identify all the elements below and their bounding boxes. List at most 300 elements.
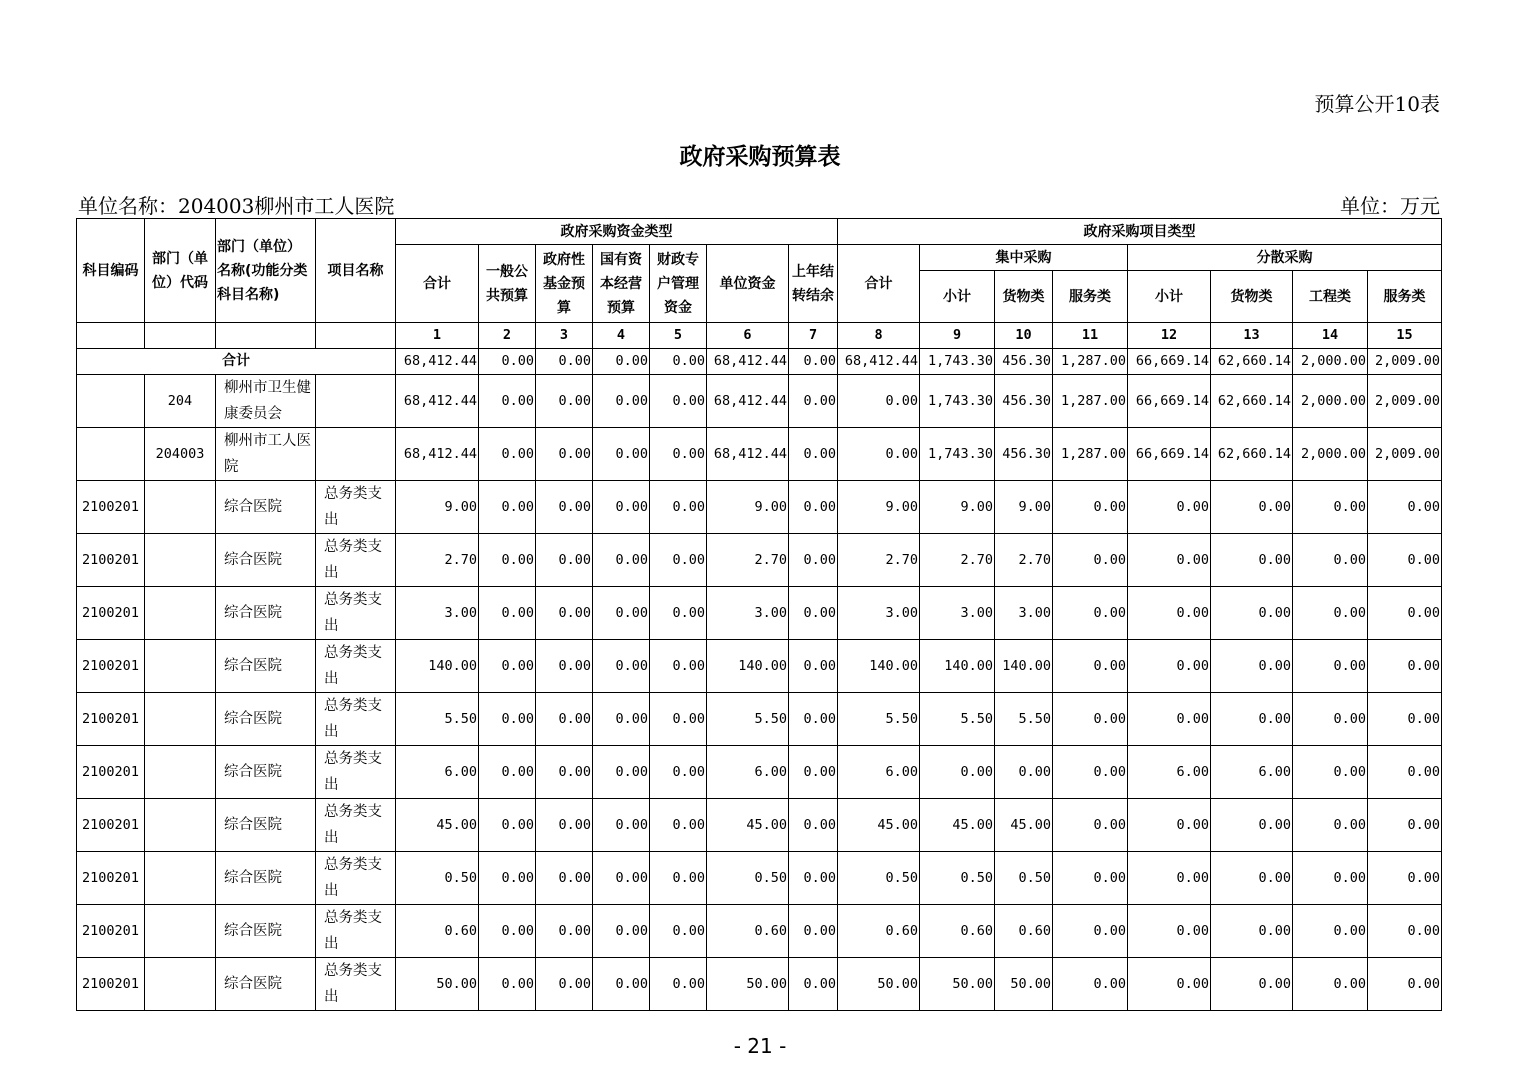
row-value: 1,287.00 — [1053, 428, 1128, 481]
table-row — [77, 587, 1442, 640]
total-row-label: 合计 — [77, 349, 396, 375]
row-value: 1,743.30 — [920, 375, 995, 428]
table-row — [77, 428, 1442, 481]
subject-code: 2100201 — [77, 534, 145, 587]
header-fund-total: 合计 — [396, 245, 479, 323]
row-value: 0.00 — [1368, 958, 1442, 1011]
row-value: 5.50 — [920, 693, 995, 746]
row-value: 9.00 — [995, 481, 1053, 534]
header-special-account: 财政专户管理资金 — [650, 245, 707, 323]
row-value: 0.00 — [536, 534, 593, 587]
row-value: 2.70 — [396, 534, 479, 587]
row-value: 0.60 — [707, 905, 789, 958]
row-value: 68,412.44 — [707, 375, 789, 428]
row-value: 5.50 — [396, 693, 479, 746]
row-value: 6.00 — [396, 746, 479, 799]
row-value: 5.50 — [707, 693, 789, 746]
total-value: 0.00 — [593, 349, 650, 375]
row-value: 0.00 — [1211, 481, 1293, 534]
row-value: 0.00 — [1128, 481, 1211, 534]
row-value: 0.00 — [536, 852, 593, 905]
project-name: 总务类支出 — [316, 799, 396, 852]
row-value: 0.00 — [479, 693, 536, 746]
dept-code: 204 — [145, 375, 216, 428]
column-number: 2 — [479, 323, 536, 349]
row-value: 0.00 — [1211, 958, 1293, 1011]
subject-code: 2100201 — [77, 640, 145, 693]
row-value: 456.30 — [995, 375, 1053, 428]
subject-code: 2100201 — [77, 587, 145, 640]
row-value: 0.00 — [1128, 905, 1211, 958]
row-value: 0.00 — [1053, 799, 1128, 852]
column-number: 6 — [707, 323, 789, 349]
header-subject-code: 科目编码 — [77, 219, 145, 323]
row-value: 0.00 — [1053, 958, 1128, 1011]
total-value: 0.00 — [789, 349, 838, 375]
dept-code — [145, 481, 216, 534]
row-value: 0.00 — [1211, 640, 1293, 693]
row-value: 9.00 — [920, 481, 995, 534]
row-value: 9.00 — [707, 481, 789, 534]
header-central-goods: 货物类 — [995, 271, 1053, 323]
total-value: 1,743.30 — [920, 349, 995, 375]
row-value: 0.00 — [789, 746, 838, 799]
header-central-services: 服务类 — [1053, 271, 1128, 323]
row-value: 1,287.00 — [1053, 375, 1128, 428]
row-value: 0.00 — [536, 693, 593, 746]
column-number: 12 — [1128, 323, 1211, 349]
header-number-blank — [216, 323, 316, 349]
dept-code — [145, 799, 216, 852]
row-value: 0.00 — [789, 799, 838, 852]
row-value: 50.00 — [920, 958, 995, 1011]
dept-code — [145, 852, 216, 905]
row-value: 0.00 — [1368, 640, 1442, 693]
total-value: 2,000.00 — [1293, 349, 1368, 375]
header-number-blank — [77, 323, 145, 349]
row-value: 0.00 — [1128, 640, 1211, 693]
row-value: 45.00 — [995, 799, 1053, 852]
header-dispersed-subtotal: 小计 — [1128, 271, 1211, 323]
row-value: 0.00 — [593, 375, 650, 428]
row-value: 0.00 — [789, 640, 838, 693]
row-value: 0.00 — [789, 428, 838, 481]
table-row — [77, 746, 1442, 799]
row-value: 2.70 — [838, 534, 920, 587]
dept-code: 204003 — [145, 428, 216, 481]
row-value: 0.00 — [1368, 799, 1442, 852]
row-value: 0.00 — [536, 746, 593, 799]
row-value: 0.00 — [789, 534, 838, 587]
dept-name: 综合医院 — [216, 958, 316, 1011]
column-number: 15 — [1368, 323, 1442, 349]
row-value: 0.00 — [1053, 746, 1128, 799]
project-name: 总务类支出 — [316, 746, 396, 799]
row-value: 3.00 — [920, 587, 995, 640]
column-number: 5 — [650, 323, 707, 349]
total-value: 1,287.00 — [1053, 349, 1128, 375]
row-value: 50.00 — [838, 958, 920, 1011]
row-value: 0.00 — [479, 799, 536, 852]
row-value: 0.00 — [650, 587, 707, 640]
dept-code — [145, 905, 216, 958]
row-value: 62,660.14 — [1211, 428, 1293, 481]
row-value: 0.00 — [650, 534, 707, 587]
row-value: 0.00 — [1053, 693, 1128, 746]
row-value: 0.00 — [1128, 534, 1211, 587]
row-value: 50.00 — [396, 958, 479, 1011]
header-carryover: 上年结转结余 — [789, 245, 838, 323]
header-unit-funds: 单位资金 — [707, 245, 789, 323]
dept-name: 综合医院 — [216, 746, 316, 799]
header-number-blank — [145, 323, 216, 349]
row-value: 0.00 — [593, 958, 650, 1011]
column-number: 13 — [1211, 323, 1293, 349]
project-name: 总务类支出 — [316, 693, 396, 746]
row-value: 0.50 — [707, 852, 789, 905]
subject-code: 2100201 — [77, 481, 145, 534]
dept-name: 柳州市卫生健康委员会 — [216, 375, 316, 428]
row-value: 0.00 — [1293, 640, 1368, 693]
row-value: 6.00 — [1128, 746, 1211, 799]
row-value: 0.00 — [1293, 534, 1368, 587]
column-number: 1 — [396, 323, 479, 349]
row-value: 0.00 — [1128, 799, 1211, 852]
row-value: 0.00 — [995, 746, 1053, 799]
subject-code: 2100201 — [77, 693, 145, 746]
row-value: 0.00 — [593, 481, 650, 534]
dept-name: 综合医院 — [216, 587, 316, 640]
column-number: 9 — [920, 323, 995, 349]
total-value: 0.00 — [536, 349, 593, 375]
row-value: 0.00 — [789, 905, 838, 958]
row-value: 9.00 — [396, 481, 479, 534]
row-value: 2,000.00 — [1293, 428, 1368, 481]
row-value: 0.00 — [593, 640, 650, 693]
row-value: 0.00 — [536, 481, 593, 534]
project-name — [316, 428, 396, 481]
row-value: 0.60 — [995, 905, 1053, 958]
row-value: 0.00 — [1053, 481, 1128, 534]
row-value: 0.00 — [650, 375, 707, 428]
table-row — [77, 693, 1442, 746]
project-name: 总务类支出 — [316, 587, 396, 640]
row-value: 0.00 — [1211, 587, 1293, 640]
row-value: 0.00 — [1128, 852, 1211, 905]
dept-name: 综合医院 — [216, 640, 316, 693]
dept-code — [145, 746, 216, 799]
header-dispersed-procurement: 分散采购 — [1128, 245, 1442, 271]
total-value: 66,669.14 — [1128, 349, 1211, 375]
project-name: 总务类支出 — [316, 534, 396, 587]
header-state-capital: 国有资本经营预算 — [593, 245, 650, 323]
row-value: 0.00 — [1368, 587, 1442, 640]
row-value: 0.00 — [1053, 587, 1128, 640]
row-value: 68,412.44 — [707, 428, 789, 481]
procurement-budget-table — [76, 218, 1442, 1011]
row-value: 68,412.44 — [396, 428, 479, 481]
row-value: 140.00 — [995, 640, 1053, 693]
row-value: 0.00 — [479, 746, 536, 799]
row-value: 140.00 — [920, 640, 995, 693]
row-value: 0.00 — [593, 852, 650, 905]
subject-code: 2100201 — [77, 958, 145, 1011]
row-value: 0.50 — [838, 852, 920, 905]
row-value: 0.60 — [920, 905, 995, 958]
row-value: 0.00 — [789, 693, 838, 746]
table-number: 预算公开10表 — [1314, 92, 1440, 116]
row-value: 0.00 — [789, 587, 838, 640]
header-dispersed-goods: 货物类 — [1211, 271, 1293, 323]
row-value: 0.00 — [650, 746, 707, 799]
column-number: 8 — [838, 323, 920, 349]
total-value: 68,412.44 — [838, 349, 920, 375]
header-dept-code: 部门（单位）代码 — [145, 219, 216, 323]
row-value: 0.00 — [650, 693, 707, 746]
row-value: 0.60 — [838, 905, 920, 958]
row-value: 0.50 — [920, 852, 995, 905]
row-value: 0.00 — [1128, 958, 1211, 1011]
row-value: 0.00 — [1368, 746, 1442, 799]
row-value: 0.00 — [1293, 481, 1368, 534]
row-value: 0.00 — [536, 905, 593, 958]
row-value: 2,000.00 — [1293, 375, 1368, 428]
row-value: 0.00 — [1128, 693, 1211, 746]
row-value: 0.00 — [1211, 852, 1293, 905]
header-fund-type-group: 政府采购资金类型 — [396, 219, 838, 245]
table-row — [77, 534, 1442, 587]
column-number: 11 — [1053, 323, 1128, 349]
row-value: 6.00 — [1211, 746, 1293, 799]
row-value: 0.00 — [479, 852, 536, 905]
row-value: 0.00 — [1293, 958, 1368, 1011]
row-value: 45.00 — [707, 799, 789, 852]
row-value: 66,669.14 — [1128, 428, 1211, 481]
row-value: 0.00 — [1368, 693, 1442, 746]
row-value: 0.00 — [650, 428, 707, 481]
total-value: 68,412.44 — [396, 349, 479, 375]
row-value: 140.00 — [707, 640, 789, 693]
row-value: 0.00 — [650, 799, 707, 852]
row-value: 0.00 — [650, 852, 707, 905]
header-central-subtotal: 小计 — [920, 271, 995, 323]
row-value: 0.00 — [1368, 534, 1442, 587]
subject-code: 2100201 — [77, 746, 145, 799]
column-number: 7 — [789, 323, 838, 349]
row-value: 0.00 — [593, 746, 650, 799]
row-value: 3.00 — [838, 587, 920, 640]
row-value: 0.00 — [1053, 905, 1128, 958]
row-value: 0.00 — [536, 799, 593, 852]
row-value: 66,669.14 — [1128, 375, 1211, 428]
unit-name: 单位名称：204003柳州市工人医院 — [78, 194, 395, 218]
row-value: 0.00 — [536, 428, 593, 481]
dept-name: 综合医院 — [216, 481, 316, 534]
row-value: 0.00 — [789, 481, 838, 534]
total-value: 62,660.14 — [1211, 349, 1293, 375]
row-value: 140.00 — [838, 640, 920, 693]
project-name: 总务类支出 — [316, 640, 396, 693]
row-value: 0.00 — [650, 958, 707, 1011]
row-value: 0.00 — [593, 799, 650, 852]
row-value: 0.00 — [1293, 693, 1368, 746]
table-row — [77, 640, 1442, 693]
dept-code — [145, 640, 216, 693]
table-row — [77, 375, 1442, 428]
row-value: 6.00 — [707, 746, 789, 799]
page-number: - 21 - — [733, 1034, 787, 1058]
row-value: 0.00 — [1211, 693, 1293, 746]
row-value: 0.00 — [536, 375, 593, 428]
row-value: 6.00 — [838, 746, 920, 799]
header-dispersed-engineering: 工程类 — [1293, 271, 1368, 323]
subject-code — [77, 428, 145, 481]
project-name: 总务类支出 — [316, 852, 396, 905]
row-value: 0.00 — [593, 428, 650, 481]
dept-code — [145, 587, 216, 640]
row-value: 0.00 — [536, 958, 593, 1011]
project-name — [316, 375, 396, 428]
row-value: 45.00 — [396, 799, 479, 852]
total-value: 0.00 — [650, 349, 707, 375]
row-value: 5.50 — [838, 693, 920, 746]
column-number: 4 — [593, 323, 650, 349]
row-value: 50.00 — [995, 958, 1053, 1011]
row-value: 0.00 — [650, 905, 707, 958]
row-value: 0.00 — [650, 481, 707, 534]
row-value: 0.00 — [1211, 905, 1293, 958]
subject-code — [77, 375, 145, 428]
row-value: 2,009.00 — [1368, 428, 1442, 481]
header-central-procurement: 集中采购 — [920, 245, 1128, 271]
row-value: 2,009.00 — [1368, 375, 1442, 428]
dept-name: 综合医院 — [216, 693, 316, 746]
row-value: 0.60 — [396, 905, 479, 958]
row-value: 9.00 — [838, 481, 920, 534]
row-value: 0.00 — [479, 905, 536, 958]
dept-code — [145, 958, 216, 1011]
header-project-name: 项目名称 — [316, 219, 396, 323]
table-row — [77, 799, 1442, 852]
row-value: 3.00 — [396, 587, 479, 640]
row-value: 0.50 — [396, 852, 479, 905]
project-name: 总务类支出 — [316, 481, 396, 534]
dept-name: 柳州市工人医院 — [216, 428, 316, 481]
currency-unit: 单位：万元 — [1340, 194, 1440, 218]
header-dept-name: 部门（单位）名称(功能分类科目名称) — [216, 219, 316, 323]
row-value: 68,412.44 — [396, 375, 479, 428]
row-value: 5.50 — [995, 693, 1053, 746]
header-project-type-group: 政府采购项目类型 — [838, 219, 1442, 245]
row-value: 0.00 — [650, 640, 707, 693]
row-value: 0.00 — [1053, 640, 1128, 693]
header-number-blank — [316, 323, 396, 349]
row-value: 0.00 — [479, 587, 536, 640]
table-row — [77, 852, 1442, 905]
row-value: 2.70 — [707, 534, 789, 587]
row-value: 0.00 — [1293, 799, 1368, 852]
total-value: 68,412.44 — [707, 349, 789, 375]
subject-code: 2100201 — [77, 905, 145, 958]
table-row — [77, 905, 1442, 958]
page-title: 政府采购预算表 — [679, 144, 841, 170]
row-value: 0.00 — [838, 428, 920, 481]
row-value: 0.00 — [1053, 852, 1128, 905]
row-value: 45.00 — [838, 799, 920, 852]
row-value: 0.50 — [995, 852, 1053, 905]
project-name: 总务类支出 — [316, 958, 396, 1011]
row-value: 0.00 — [920, 746, 995, 799]
row-value: 0.00 — [838, 375, 920, 428]
subject-code: 2100201 — [77, 799, 145, 852]
row-value: 0.00 — [1368, 481, 1442, 534]
row-value: 0.00 — [479, 375, 536, 428]
row-value: 0.00 — [479, 958, 536, 1011]
dept-name: 综合医院 — [216, 534, 316, 587]
row-value: 3.00 — [707, 587, 789, 640]
total-value: 0.00 — [479, 349, 536, 375]
row-value: 2.70 — [920, 534, 995, 587]
row-value: 0.00 — [536, 587, 593, 640]
row-value: 0.00 — [1293, 587, 1368, 640]
dept-code — [145, 534, 216, 587]
row-value: 0.00 — [479, 481, 536, 534]
column-number: 3 — [536, 323, 593, 349]
row-value: 0.00 — [1368, 905, 1442, 958]
row-value: 0.00 — [1368, 852, 1442, 905]
row-value: 0.00 — [1211, 534, 1293, 587]
row-value: 0.00 — [593, 693, 650, 746]
row-value: 0.00 — [1211, 799, 1293, 852]
project-name: 总务类支出 — [316, 905, 396, 958]
row-value: 0.00 — [789, 958, 838, 1011]
row-value: 0.00 — [593, 905, 650, 958]
table-row — [77, 481, 1442, 534]
header-gov-fund: 政府性基金预算 — [536, 245, 593, 323]
row-value: 3.00 — [995, 587, 1053, 640]
column-number: 14 — [1293, 323, 1368, 349]
dept-name: 综合医院 — [216, 852, 316, 905]
header-general-budget: 一般公共预算 — [479, 245, 536, 323]
dept-name: 综合医院 — [216, 799, 316, 852]
row-value: 0.00 — [593, 534, 650, 587]
row-value: 2.70 — [995, 534, 1053, 587]
row-value: 0.00 — [479, 534, 536, 587]
subject-code: 2100201 — [77, 852, 145, 905]
header-dispersed-services: 服务类 — [1368, 271, 1442, 323]
row-value: 456.30 — [995, 428, 1053, 481]
row-value: 50.00 — [707, 958, 789, 1011]
row-value: 0.00 — [479, 428, 536, 481]
row-value: 0.00 — [1293, 905, 1368, 958]
row-value: 0.00 — [1128, 587, 1211, 640]
row-value: 0.00 — [536, 640, 593, 693]
column-number: 10 — [995, 323, 1053, 349]
header-project-total: 合计 — [838, 245, 920, 323]
total-value: 2,009.00 — [1368, 349, 1442, 375]
row-value: 0.00 — [1293, 852, 1368, 905]
row-value: 0.00 — [789, 375, 838, 428]
row-value: 0.00 — [1053, 534, 1128, 587]
row-value: 0.00 — [789, 852, 838, 905]
row-value: 0.00 — [593, 587, 650, 640]
row-value: 62,660.14 — [1211, 375, 1293, 428]
row-value: 45.00 — [920, 799, 995, 852]
dept-name: 综合医院 — [216, 905, 316, 958]
total-value: 456.30 — [995, 349, 1053, 375]
row-value: 140.00 — [396, 640, 479, 693]
row-value: 0.00 — [479, 640, 536, 693]
